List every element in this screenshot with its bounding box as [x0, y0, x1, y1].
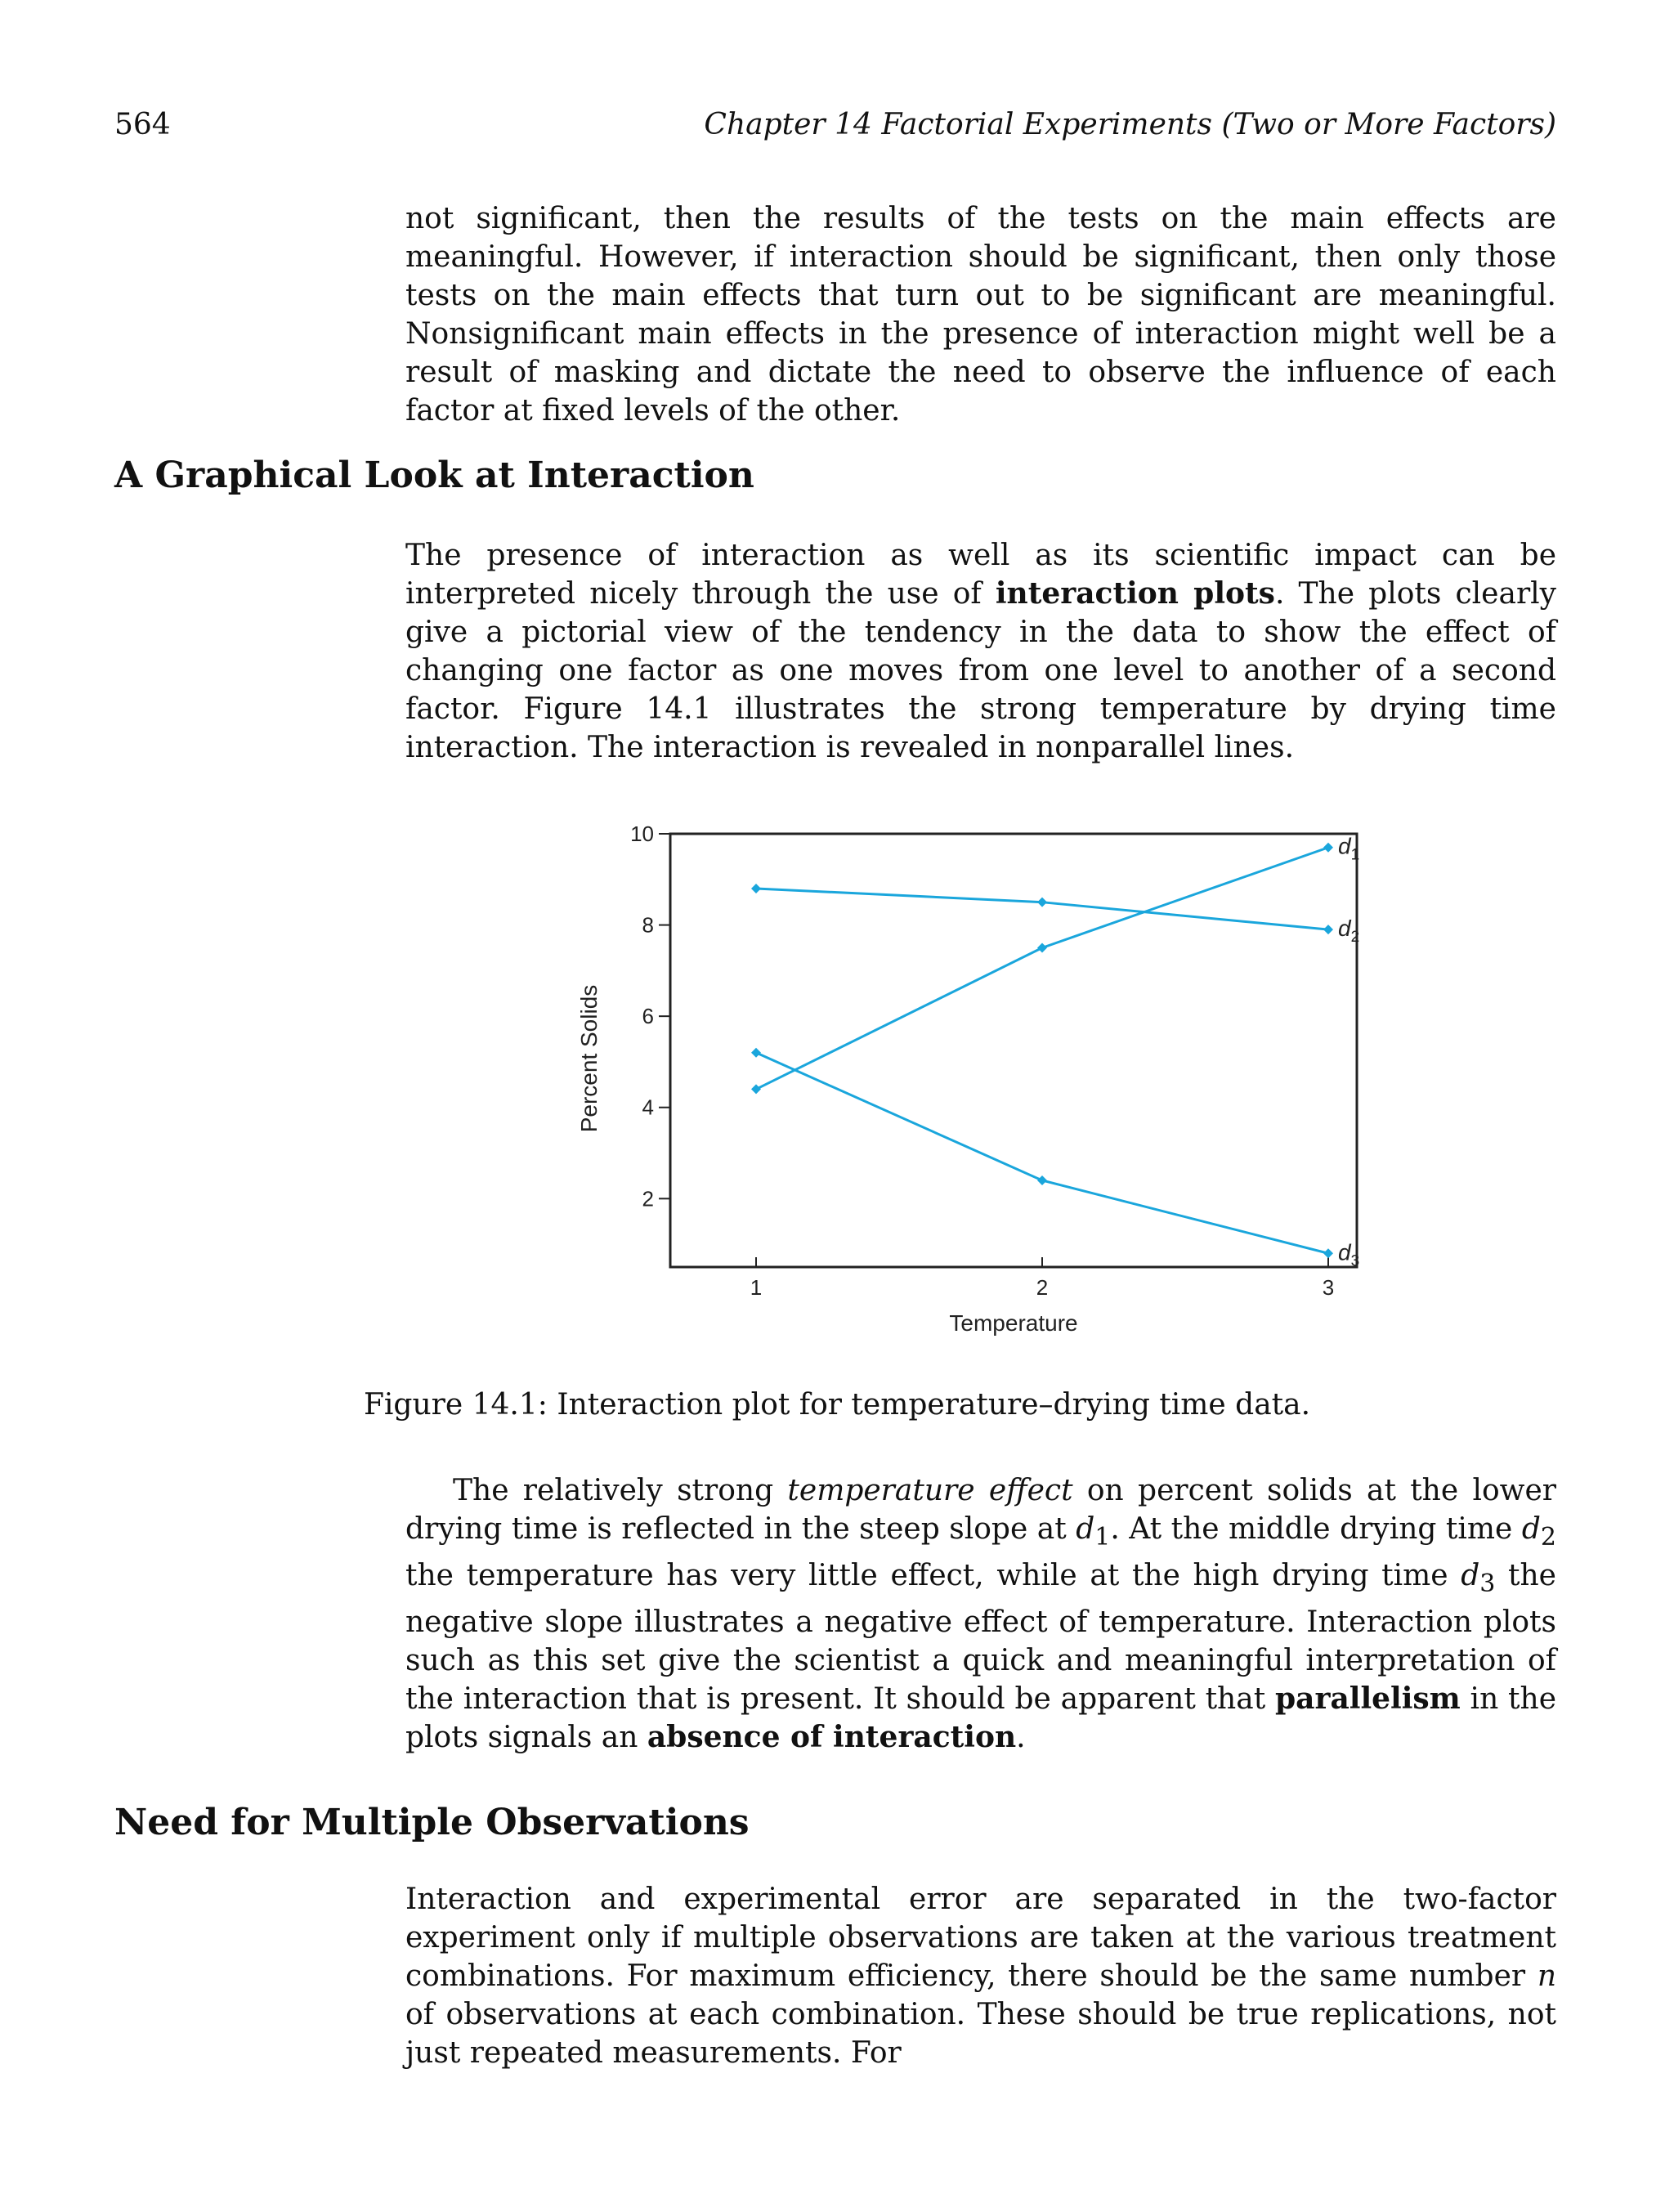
data-point-d3 — [1323, 1248, 1333, 1258]
data-point-d1 — [1323, 843, 1333, 853]
section-title-graphical-look: A Graphical Look at Interaction — [114, 454, 754, 496]
series-line-d2 — [756, 889, 1328, 929]
series-line-d1 — [756, 848, 1328, 1090]
series-label-d3: $d_3$ — [1338, 1239, 1360, 1270]
x-tick-label: 1 — [750, 1275, 763, 1300]
para4-text-b: of observations at each combination. These should be true replications, not just repeated measurements. For — [405, 1998, 1556, 2070]
series-line-d3 — [756, 1053, 1328, 1253]
data-point-d2 — [1323, 925, 1333, 934]
para4-text-a: Interaction and experimental error are separated in the two-factor experiment only if multiple observations are taken at the various treatment combinations. For maximum efficiency, there should be the same number — [405, 1883, 1556, 1993]
page-number: 564 — [114, 108, 171, 141]
paragraph-interaction-plots — [405, 536, 1556, 767]
para3-text-f: the temperature has very little effect, while at the high drying time — [405, 1559, 1461, 1593]
data-point-d1 — [751, 1084, 761, 1094]
paragraph-temperature-effect — [405, 1471, 1556, 1757]
term-interaction-plots: interaction plots — [995, 576, 1275, 611]
para2-text-c: . The plots clearly give a pictorial view of the tendency in the data to show the effect of changing one factor as one moves from one level to another of a second factor. Figure 14.1 illustrates the strong temperature by drying time interaction. The interaction is revealed in nonparallel lines. — [405, 577, 1557, 764]
paragraph-main-effects: not significant, then the results of the tests on the main effects are meaningful. However, if interaction should be significant, then only those tests on the main effects that turn out to be significant are meaningful. Nonsignificant main effects in the presence of interaction might well be a result of masking and dictate the need to observe the influence of each factor at fixed levels of the other. — [405, 202, 1556, 428]
series-label-d1: $d_1$ — [1338, 833, 1360, 864]
para2-text-a: The presence of interaction as well as its scientific impact can be interpreted nicely through the use of — [405, 539, 1556, 611]
y-tick-label: 4 — [642, 1095, 654, 1120]
data-point-d2 — [1037, 898, 1047, 907]
para3-text-e: . At the middle drying time — [1110, 1512, 1522, 1546]
paragraph-multiple-observations — [405, 1880, 1556, 2072]
y-tick-label: 8 — [642, 912, 654, 938]
symbol-d1: d — [1076, 1512, 1095, 1546]
y-tick-label: 6 — [642, 1004, 654, 1029]
para3-text-i: in the plots signals an — [405, 1682, 1557, 1755]
interaction-plot — [572, 817, 1390, 1357]
para3-text-c: on percent solids at the lower drying time is reflected in the steep slope at — [405, 1474, 1556, 1546]
para3-text-a: The relatively strong — [453, 1474, 788, 1507]
symbol-d3: d — [1461, 1559, 1480, 1593]
term-temperature-effect: temperature effect — [787, 1474, 1073, 1507]
x-axis-label: Temperature — [949, 1310, 1078, 1336]
term-parallelism: parallelism — [1274, 1681, 1461, 1717]
data-point-d3 — [751, 1048, 761, 1058]
page-header — [114, 108, 1556, 154]
y-axis-label: Percent Solids — [576, 984, 602, 1133]
x-tick-label: 3 — [1322, 1275, 1335, 1300]
section-title-multiple-observations: Need for Multiple Observations — [114, 1802, 750, 1843]
data-point-d1 — [1037, 943, 1047, 952]
y-tick-label: 2 — [642, 1186, 654, 1211]
symbol-d2-sub: 2 — [1540, 1523, 1556, 1552]
data-point-d2 — [751, 884, 761, 893]
symbol-d3-sub: 3 — [1479, 1569, 1496, 1599]
y-tick-label: 10 — [630, 822, 654, 846]
series-label-d2: $d_2$ — [1338, 916, 1360, 947]
data-point-d3 — [1037, 1175, 1047, 1185]
para3-text-k: . — [1016, 1721, 1026, 1755]
symbol-d2: d — [1521, 1512, 1541, 1546]
symbol-d1-sub: 1 — [1094, 1523, 1111, 1552]
symbol-n: n — [1537, 1959, 1556, 1993]
para3-text-g: the negative slope illustrates a negative effect of temperature. Interaction plots such as this set give the scientist a quick and meaningful interpretation of the interaction that is present. It should be apparent that — [405, 1559, 1556, 1717]
term-absence-of-interaction: absence of interaction — [647, 1720, 1017, 1755]
plot-frame — [670, 833, 1360, 1270]
x-tick-label: 2 — [1036, 1275, 1049, 1300]
figure-caption: Figure 14.1: Interaction plot for temperature–drying time data. — [363, 1388, 1311, 1422]
running-title: Chapter 14 Factorial Experiments (Two or More Factors) — [704, 108, 1556, 141]
